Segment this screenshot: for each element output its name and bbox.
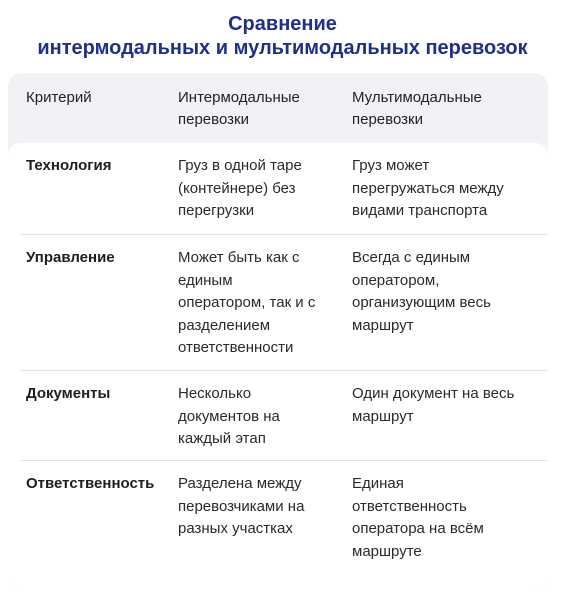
cell-intermodal [178, 473, 338, 541]
cell-multimodal [352, 383, 542, 428]
table-header [8, 73, 548, 143]
comparison-table [8, 73, 548, 591]
title-line-2: интермодальных и мультимодальных перевозок [37, 37, 528, 59]
cell-line: (контейнере) без [178, 179, 296, 197]
cell-line: Разделена между [178, 475, 302, 492]
cell-multimodal [352, 247, 542, 337]
cell-line: маршруте [352, 542, 422, 560]
cell-line: Может быть как с [178, 249, 300, 266]
cell-line: Несколько [178, 385, 252, 402]
cell-line: маршрут [352, 407, 414, 425]
cell-line: перегружаться между [352, 179, 504, 197]
cell-line: разделением [178, 316, 271, 334]
cell-multimodal [352, 473, 542, 563]
cell-line: каждый этап [178, 430, 266, 447]
cell-line: единым [178, 271, 233, 289]
cell-line: Груз в одной таре [178, 157, 302, 174]
header-criterion-text: Критерий [26, 89, 92, 106]
cell-line: Единая [352, 475, 404, 492]
cell-line: оператором, [352, 271, 440, 289]
cell-line: Один документ на весь [352, 385, 515, 402]
cell-intermodal [178, 155, 338, 223]
header-intermodal-line-2: перевозки [178, 111, 249, 128]
cell-line: организующим весь [352, 294, 491, 311]
header-multimodal-line-2: перевозки [352, 111, 423, 128]
cell-criterion: Управление [26, 249, 115, 266]
page-title [0, 12, 565, 60]
cell-line: маршрут [352, 316, 414, 334]
header-intermodal [178, 87, 338, 131]
cell-line: оператора на всём [352, 520, 484, 537]
table-row [8, 235, 548, 371]
header-multimodal-line-1: Мультимодальные [352, 89, 482, 106]
table-row [8, 371, 548, 461]
cell-line: Всегда с единым [352, 249, 471, 266]
cell-line: документов на [178, 407, 280, 425]
cell-line: перегрузки [178, 202, 255, 219]
cell-criterion: Документы [26, 385, 111, 402]
cell-line: видами транспорта [352, 202, 488, 219]
cell-line: ответственность [352, 497, 467, 515]
cell-multimodal [352, 155, 542, 223]
header-multimodal [352, 87, 542, 131]
table-row [8, 461, 548, 591]
cell-line: оператором, так и с [178, 294, 316, 311]
title-line-1: Сравнение [228, 13, 337, 35]
cell-intermodal [178, 383, 338, 451]
table-row [8, 143, 548, 235]
cell-criterion: Ответственность [26, 475, 155, 492]
cell-line: разных участках [178, 520, 293, 537]
header-intermodal-line-1: Интермодальные [178, 89, 300, 106]
cell-line: Груз может [352, 157, 430, 174]
table-body [8, 143, 548, 591]
cell-line: перевозчиками на [178, 497, 305, 515]
cell-intermodal [178, 247, 338, 360]
cell-line: ответственности [178, 339, 294, 356]
header-criterion [26, 87, 176, 109]
cell-criterion: Технология [26, 157, 112, 174]
